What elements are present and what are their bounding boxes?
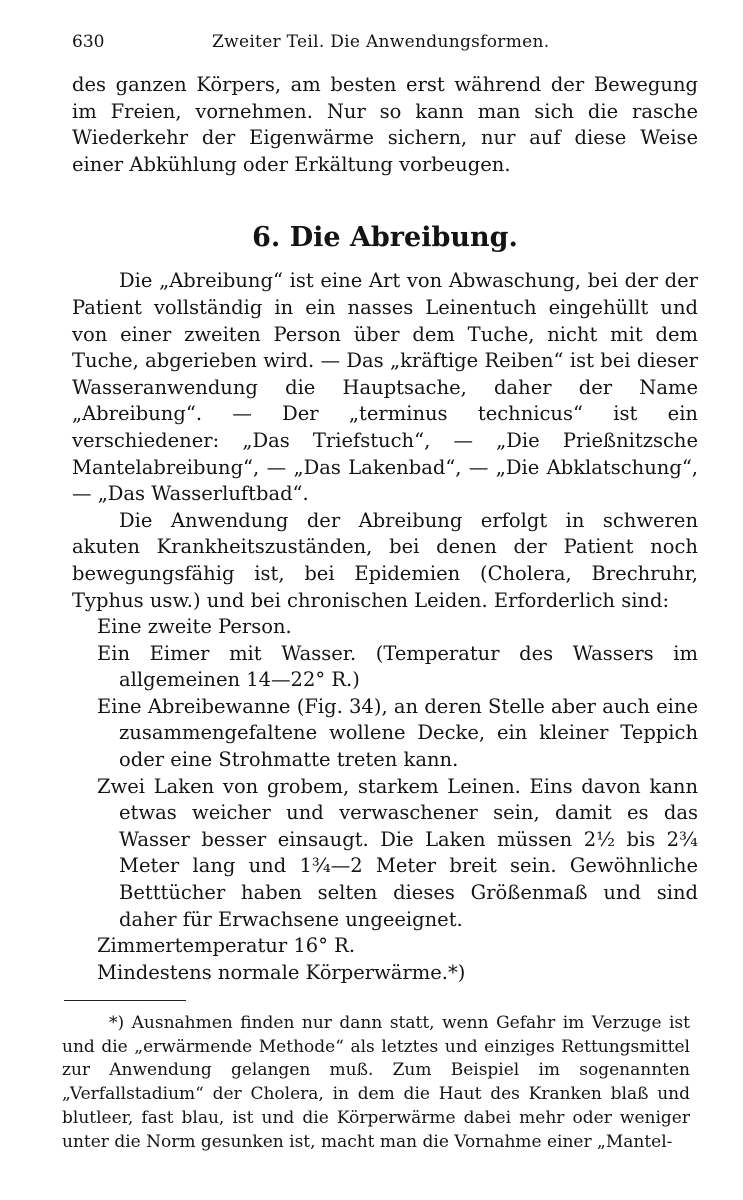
requirements-list	[72, 614, 698, 986]
requirement-item: Ein Eimer mit Wasser. (Temperatur des Wassers im allgemeinen 14—22° R.)	[97, 641, 698, 692]
requirement-item: Eine zweite Person.	[97, 615, 292, 639]
requirement-item: Zimmertemperatur 16° R.	[97, 934, 356, 958]
definition-paragraph: Die „Abreibung“ ist eine Art von Abwaschung, bei der der Patient vollständig in ein nasses Leinentuch eingehüllt und von einer zweiten Person über dem Tuche, nicht mit dem Tuche, abgerieben wird. — Das „kräftige Reiben“ ist bei dieser Wasseranwendung die Hauptsache, daher der Name „Abreibung“. — Der „terminus technicus“ ist ein verschiedener: „Das Triefstuch“, — „Die Prießnitzsche Mantelabreibung“, — „Das Lakenbad“, — „Die Abklatschung“, — „Das Wasserluftbad“.	[72, 269, 698, 506]
footnote-divider	[64, 1000, 186, 1001]
requirement-item: Eine Abreibewanne (Fig. 34), an deren Stelle aber auch eine zusammengefaltene wollene Decke, ein kleiner Teppich oder eine Strohmatte treten kann.	[97, 694, 698, 772]
page-number: 630	[72, 32, 105, 52]
requirement-item: Zwei Laken von grobem, starkem Leinen. Eins davon kann etwas weicher und verwaschener sein, damit es das Wasser besser einsaugt. Die Laken müssen 2½ bis 2¾ Meter lang und 1¾—2 Meter breit sein. Gewöhnliche Betttücher haben selten dieses Größenmaß und sind daher für Erwachsene ungeeignet.	[97, 774, 698, 931]
footnote	[62, 1012, 690, 1154]
page-body	[72, 72, 698, 986]
running-title: Zweiter Teil. Die Anwendungsformen.	[212, 32, 550, 52]
continuation-paragraph: des ganzen Körpers, am besten erst während der Bewegung im Freien, vornehmen. Nur so kann man sich die rasche Wiederkehr der Eigenwärme sichern, nur auf diese Weise einer Abkühlung oder Erkältung vorbeugen.	[72, 73, 698, 176]
application-paragraph: Die Anwendung der Abreibung erfolgt in schweren akuten Krankheitszuständen, bei denen der Patient noch bewegungsfähig ist, bei Epidemien (Cholera, Brechruhr, Typhus usw.) und bei chronischen Leiden. Erforderlich sind:	[72, 508, 698, 612]
footnote-text: *) Ausnahmen finden nur dann statt, wenn Gefahr im Verzuge ist und die „erwärmende Methode“ als letztes und einziges Rettungsmittel zur Anwendung gelangen muß. Zum Beispiel im sogenannten „Verfallstadium“ der Cholera, in dem die Haut des Kranken blaß und blutleer, fast blau, ist und die Körperwärme dabei mehr oder weniger unter die Norm gesunken ist, macht man die Vornahme einer „Mantel-	[62, 1013, 690, 1152]
section-heading: 6. Die Abreibung.	[252, 222, 518, 254]
requirement-item: Mindestens normale Körperwärme.*)	[97, 960, 466, 984]
